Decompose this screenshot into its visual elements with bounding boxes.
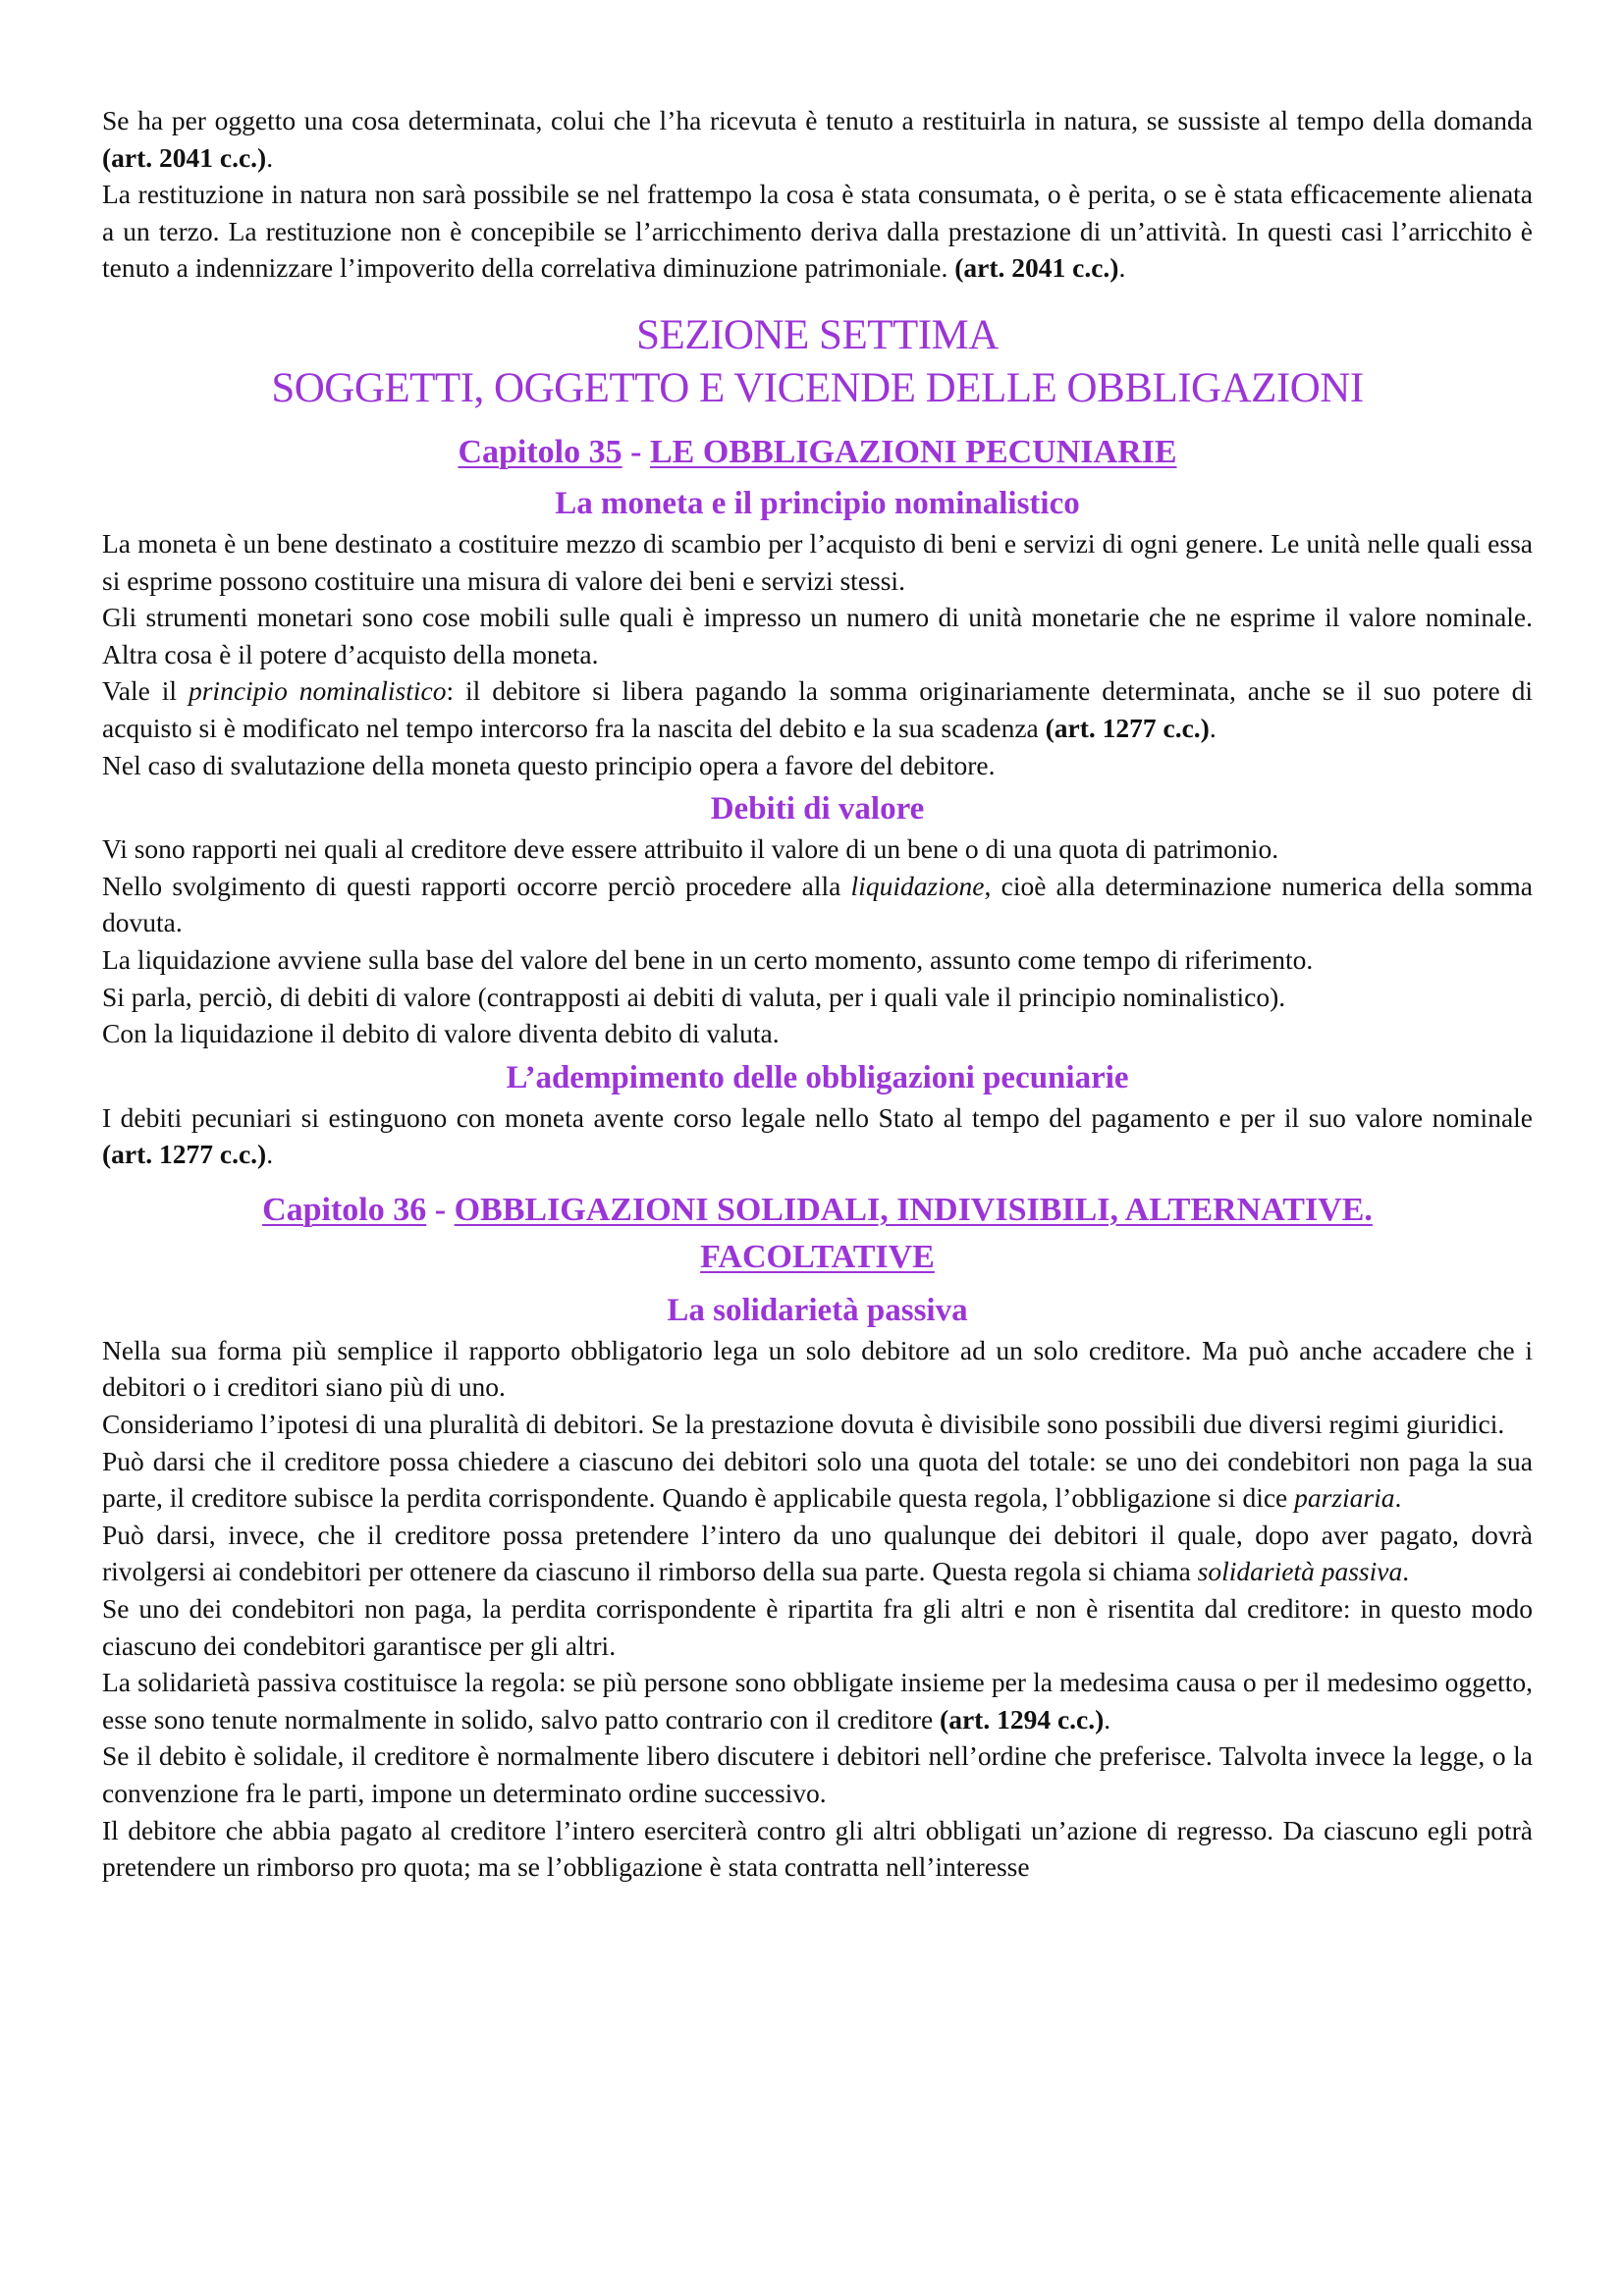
solidarieta-paragraph-1: Nella sua forma più semplice il rapporto obbligatorio lega un solo debitore ad un solo creditore. Ma può anche accadere che i debitori o i creditori siano più di uno. xyxy=(102,1334,1533,1403)
text-run: . xyxy=(1104,1703,1111,1735)
debiti-paragraph-5: Con la liquidazione il debito di valore diventa debito di valuta. xyxy=(102,1018,780,1049)
law-reference: (art. 1277 c.c.) xyxy=(102,1139,267,1170)
chapter-separator: - xyxy=(426,1191,455,1228)
text-run: Nello svolgimento di questi rapporti occorre perciò procedere alla xyxy=(102,870,851,901)
chapter-title-line-1: OBBLIGAZIONI SOLIDALI, INDIVISIBILI, ALTERNATIVE. xyxy=(454,1191,1373,1228)
text-run: . xyxy=(1209,712,1217,743)
debiti-paragraph-2 xyxy=(102,868,1533,941)
term: liquidazione xyxy=(850,870,985,901)
text-run: . xyxy=(1118,252,1126,284)
term: solidarietà passiva xyxy=(1197,1556,1403,1587)
chapter-35-heading xyxy=(102,429,1533,476)
solidarieta-paragraph-2: Consideriamo l’ipotesi di una pluralità di debitori. Se la prestazione dovuta è divisibile sono possibili due diversi regimi giuridici. xyxy=(102,1409,1505,1440)
moneta-paragraph-2: Gli strumenti monetari sono cose mobili sulle quali è impresso un numero di unità monetarie che ne esprime il valore nominale. Altra cosa è il potere d’acquisto della moneta. xyxy=(102,602,1533,669)
law-reference: (art. 1277 c.c.) xyxy=(1045,712,1210,743)
section-title-line-1: SEZIONE SETTIMA xyxy=(636,311,999,358)
text-run: Può darsi che il creditore possa chiedere a ciascuno dei debitori solo una quota del totale: se uno dei condebitori non paga la sua parte, il creditore subisce la perdita corrispondente. Quando è applicabile questa regola, l’obbligazione si dice xyxy=(102,1445,1533,1514)
debiti-paragraph-3: La liquidazione avviene sulla base del valore del bene in un certo momento, assunto come tempo di riferimento. xyxy=(102,943,1314,975)
chapter-number: Capitolo 36 xyxy=(262,1191,427,1228)
chapter-number: Capitolo 35 xyxy=(458,433,622,470)
subheading-adempimento: L’adempimento delle obbligazioni pecuniarie xyxy=(506,1059,1129,1095)
adempimento-paragraph-1 xyxy=(102,1099,1533,1173)
law-reference: (art. 2041 c.c.) xyxy=(102,141,267,173)
chapter-title: LE OBBLIGAZIONI PECUNIARIE xyxy=(649,433,1177,470)
text-run: Può darsi, invece, che il creditore possa pretendere l’intero da uno qualunque dei debitori il quale, dopo aver pagato, dovrà rivolgersi ai condebitori per ottenere da ciascuno il rimborso della sua parte. Questa regola si chiama xyxy=(102,1519,1533,1587)
text-run: . xyxy=(266,141,274,173)
term: principio nominalistico xyxy=(188,675,447,707)
intro-paragraph-1 xyxy=(102,102,1533,176)
text-run: Vale il xyxy=(102,675,189,707)
solidarieta-paragraph-3 xyxy=(102,1443,1533,1517)
chapter-36-heading xyxy=(102,1187,1533,1281)
solidarieta-paragraph-4 xyxy=(102,1517,1533,1590)
section-title-line-2: SOGGETTI, OGGETTO E VICENDE DELLE OBBLIGAZIONI xyxy=(271,364,1364,411)
solidarieta-paragraph-7: Se il debito è solidale, il creditore è normalmente libero discutere i debitori nell’ordine che preferisce. Talvolta invece la legge, o la convenzione fra le parti, impone un determinato ordine successivo. xyxy=(102,1740,1533,1808)
moneta-paragraph-1: La moneta è un bene destinato a costituire mezzo di scambio per l’acquisto di beni e servizi di ogni genere. Le unità nelle quali essa si esprime possono costituire una misura di valore dei beni e servizi stessi. xyxy=(102,527,1533,596)
law-reference: (art. 1294 c.c.) xyxy=(940,1703,1105,1735)
moneta-paragraph-3 xyxy=(102,672,1533,746)
solidarieta-paragraph-8: Il debitore che abbia pagato al creditore l’intero eserciterà contro gli altri obbligati un’azione di regresso. Da ciascuno egli potrà pretendere un rimborso pro quota; ma se l’obbligazione è stata contratta nell’interesse xyxy=(102,1814,1533,1883)
text-run: . xyxy=(1394,1482,1402,1514)
solidarieta-paragraph-5: Se uno dei condebitori non paga, la perdita corrispondente è ripartita fra gli altri e non è risentita dal creditore: in questo modo ciascuno dei condebitori garantisce per gli altri. xyxy=(102,1593,1533,1661)
term: parziaria xyxy=(1294,1482,1395,1514)
subheading-moneta: La moneta e il principio nominalistico xyxy=(555,485,1080,521)
text-run: La restituzione in natura non sarà possibile se nel frattempo la cosa è stata consumata, o è perita, o se è stata efficacemente alienata a un terzo. La restituzione non è concepibile se l’arricchimento deriva dalla prestazione di un’attività. In questi casi l’arricchito è tenuto a indennizzare l’impoverito della correlativa diminuzione patrimoniale. xyxy=(102,179,1533,284)
debiti-paragraph-4: Si parla, perciò, di debiti di valore (contrapposti ai debiti di valuta, per i quali vale il principio nominalistico). xyxy=(102,981,1286,1012)
chapter-separator: - xyxy=(622,433,650,470)
chapter-title-line-2: FACOLTATIVE xyxy=(700,1238,935,1275)
text-run: , cioè alla determinazione numerica della somma dovuta. xyxy=(102,870,1533,938)
text-run: La solidarietà passiva costituisce la regola: se più persone sono obbligate insieme per la medesima causa o per il medesimo oggetto, esse sono tenute normalmente in solido, salvo patto contrario con il creditore xyxy=(102,1667,1533,1735)
subheading-solidarieta: La solidarietà passiva xyxy=(667,1292,968,1328)
debiti-paragraph-1: Vi sono rapporti nei quali al creditore deve essere attribuito il valore di un bene o di una quota di patrimonio. xyxy=(102,833,1279,865)
moneta-paragraph-4: Nel caso di svalutazione della moneta questo principio opera a favore del debitore. xyxy=(102,749,996,780)
text-run: . xyxy=(1402,1556,1410,1587)
intro-paragraph-2 xyxy=(102,176,1533,287)
text-run: . xyxy=(266,1139,274,1170)
solidarieta-paragraph-6 xyxy=(102,1664,1533,1737)
law-reference: (art. 2041 c.c.) xyxy=(954,252,1119,284)
subheading-debiti-valore: Debiti di valore xyxy=(710,791,925,828)
text-run: I debiti pecuniari si estinguono con moneta avente corso legale nello Stato al tempo del pagamento e per il suo valore nominale xyxy=(102,1101,1533,1133)
text-run: Se ha per oggetto una cosa determinata, colui che l’ha ricevuta è tenuto a restituirla in natura, se sussiste al tempo della domanda xyxy=(102,105,1533,135)
text-run: : il debitore si libera pagando la somma originariamente determinata, anche se il suo potere di acquisto si è modificato nel tempo intercorso fra la nascita del debito e la sua scadenza xyxy=(102,675,1533,743)
